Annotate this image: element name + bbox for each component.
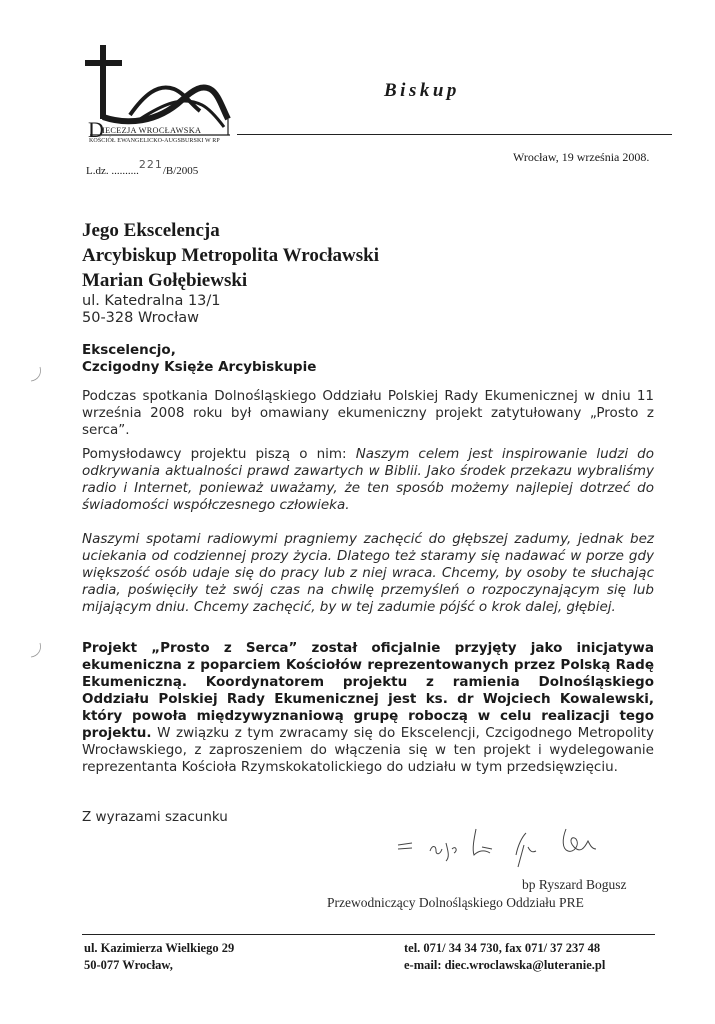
paragraph-2-quote: Naszym celem jest inspirowanie ludzi do odkrywania aktualności prawd zawartych w Biblii. Jako środek przekazu wybraliśmy radio i Internet, ponieważ uważamy, że ten sposób możemy najlepiej dotrzeć do świadomości współczesnego człowieka. <box>82 446 654 513</box>
signer-name: bp Ryszard Bogusz <box>522 877 627 892</box>
paragraph-3: Naszymi spotami radiowymi pragniemy zachęcić do głębszej zadumy, jednak bez uciekania od codziennej prozy życia. Dlatego też staramy się nadawać w porze gdy większość osób udaje się do pracy lub z niej wraca. Chcemy, by osoby te słuchając radia, poświęciły też swój czas na chwilę przemyśleń o rozpoczynającym się lub mijającym dniu. Chcemy zachęcić, by w tej zadumie pójść o krok dalej, głębiej. <box>82 531 654 615</box>
punch-hole-mark <box>30 366 42 382</box>
recipient-block <box>82 218 379 327</box>
reference-number: L.dz. ..........221/B/2005 <box>86 158 199 177</box>
ref-prefix: L.dz. <box>86 165 112 177</box>
recipient-line-2: Arcybiskup Metropolita Wrocławski <box>82 245 379 266</box>
salutation-line-2: Czcigodny Księże Arcybiskupie <box>82 359 317 375</box>
recipient-street: ul. Katedralna 13/1 <box>82 293 221 309</box>
paragraph-2 <box>82 446 654 514</box>
footer-city: 50-077 Wrocław, <box>84 958 173 972</box>
diocese-logo <box>82 45 232 145</box>
salutation <box>82 342 316 376</box>
paragraph-4 <box>82 640 654 776</box>
paragraph-4-rest: W związku z tym zwracamy się do Ekscelencji, Czcigodnego Metropolity Wrocławskiego, z zaproszeniem do włączenia się w ten projekt i wydelegowanie reprezentanta Kościoła Rzymskokatolickiego do udziału w tym przedsięwzięciu. <box>82 725 654 775</box>
punch-hole-mark <box>30 642 42 658</box>
page-title: Biskup <box>384 80 460 101</box>
header-divider <box>237 134 672 135</box>
ref-handwritten: 221 <box>138 158 163 171</box>
letter-date: Wrocław, 19 września 2008. <box>513 150 650 164</box>
signer-title: Przewodniczący Dolnośląskiego Oddziału PRE <box>327 895 584 910</box>
recipient-city: 50-328 Wrocław <box>82 310 200 326</box>
footer-divider <box>82 934 655 935</box>
footer-contact <box>404 940 605 974</box>
handwritten-signature <box>390 815 630 875</box>
logo-text: IECEZJA WROCŁAWSKA <box>102 126 202 135</box>
paragraph-1: Podczas spotkania Dolnośląskiego Oddziału Polskiej Rady Ekumenicznej w dniu 11 września 2008 roku był omawiany ekumeniczny projekt zatytułowany „Prosto z serca”. <box>82 388 654 438</box>
footer-address <box>84 940 234 974</box>
recipient-line-1: Jego Ekscelencja <box>82 220 220 241</box>
salutation-line-1: Ekscelencjo, <box>82 342 176 358</box>
footer-email: e-mail: diec.wroclawska@luteranie.pl <box>404 958 606 972</box>
footer-phone: tel. 071/ 34 34 730, fax 071/ 37 237 48 <box>404 941 601 955</box>
recipient-line-3: Marian Gołębiewski <box>82 270 248 291</box>
paragraph-4-bold: Projekt „Prosto z Serca” został oficjalnie przyjęty jako inicjatywa ekumeniczna z poparciem Kościołów reprezentowanych przez Polską Radę Ekumeniczną. Koordynatorem projektu z ramienia Dolnośląskiego Oddziału Polskiej Rady Ekumenicznej jest ks. dr Wojciech Kowalewski, który powoła międzywyznaniową grupę roboczą w celu realizacji tego projektu. <box>82 640 654 741</box>
paragraph-2-intro: Pomysłodawcy projektu piszą o nim: <box>82 446 356 462</box>
ref-suffix: /B/2005 <box>162 165 199 177</box>
closing-text: Z wyrazami szacunku <box>82 809 228 825</box>
logo-initial: D <box>88 117 104 142</box>
footer-street: ul. Kazimierza Wielkiego 29 <box>84 941 235 955</box>
logo-subtitle: KOŚCIÓŁ EWANGELICKO-AUGSBURSKI W RP <box>89 138 220 144</box>
